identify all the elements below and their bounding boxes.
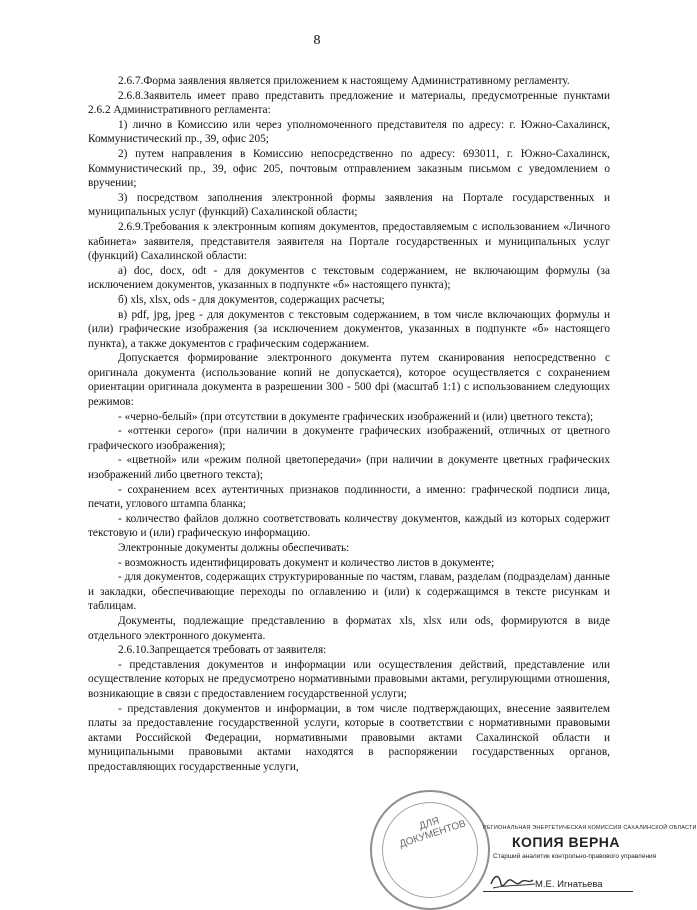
paragraph: - сохранением всех аутентичных признаков подлинности, а именно: графической подписи лица, печати, углового штампа бланка; — [88, 483, 610, 511]
signature-line — [483, 891, 633, 892]
paragraph: в) pdf, jpg, jpeg - для документов с текстовым содержанием, в том числе включающих формулы и (или) графические изображения (за исключением документов, указанных в подпункте «б» настоящего пункта), а также документов с графическим содержанием. — [88, 308, 610, 350]
paragraph: - «цветной» или «режим полной цветопередачи» (при наличии в документе цветных графических изображений либо цветного текста); — [88, 454, 610, 482]
signature-icon — [489, 870, 539, 892]
paragraph: Электронные документы должны обеспечивать: — [118, 542, 350, 554]
paragraph: 1) лично в Комиссию или через уполномоченного представителя по адресу: г. Южно-Сахалинск, Коммунистический пр., 39, офис 205; — [88, 118, 610, 146]
paragraph: 3) посредством заполнения электронной формы заявления на Портале государственных и муниципальных услуг (функций) Сахалинской области; — [88, 191, 610, 219]
paragraph: а) doc, docx, odt - для документов с текстовым содержанием, не включающим формулы (за исключением документов, указанных в подпункте «б» настоящего пункта); — [88, 264, 610, 292]
stamp-position: Старший аналитик контрольно-правового управления — [493, 853, 657, 860]
round-seal — [370, 790, 490, 910]
paragraph: б) xls, xlsx, ods - для документов, содержащих расчеты; — [118, 293, 385, 306]
paragraph: 2.6.7.Форма заявления является приложением к настоящему Административному регламенту. — [118, 75, 570, 87]
paragraph: 2.6.9.Требования к электронным копиям документов, предоставляемым с использованием «Личного кабинета» заявителя, представителя заявителя на Портале государственных и муниципальных услуг (функций) Сахалинской области: — [88, 220, 610, 263]
paragraph: - «черно-белый» (при отсутствии в документе графических изображений и (или) цветного текста); — [118, 410, 594, 423]
paragraph: 2.6.8.Заявитель имеет право представить предложение и материалы, предусмотренные пунктами 2.6.2 Административного регламента: — [88, 89, 610, 117]
paragraph: 2.6.10.Запрещается требовать от заявителя: — [118, 644, 327, 657]
page-number: 8 — [313, 33, 321, 48]
paragraph: 2) путем направления в Комиссию непосредственно по адресу: 693011, г. Южно-Сахалинск, Коммунистический пр., 39, офис 205, почтовым отправлением заказным письмом с уведомлением о вручении; — [88, 147, 610, 190]
paragraph: Документы, подлежащие представлению в форматах xls, xlsx или ods, формируются в виде отдельного электронного документа. — [88, 614, 610, 642]
paragraph: - представления документов и информации или осуществления действий, представление или осуществление которых не предусмотрено нормативными правовыми актами, регулирующими отношения, возникающие в связи с предоставлением государственной услуги; — [88, 658, 610, 700]
paragraph: - «оттенки серого» (при наличии в документе графических изображений, отличных от цветного графического изображения); — [88, 425, 610, 452]
paragraph: - для документов, содержащих структурированные по частям, главам, разделам (подразделам) данные и закладки, обеспечивающие переходы по оглавлению и (или) к содержащимся в тексте рисункам и таблицам. — [88, 571, 610, 613]
stamp-signer-name: М.Е. Игнатьева — [535, 879, 603, 890]
stamp-title: КОПИЯ ВЕРНА — [512, 834, 621, 850]
copy-certified-stamp — [475, 825, 697, 900]
paragraph: - количество файлов должно соответствовать количеству документов, каждый из которых содержит текстовую и (или) графическую информацию. — [88, 512, 610, 540]
stamp-organization: РЕГИОНАЛЬНАЯ ЭНЕРГЕТИЧЕСКАЯ КОМИССИЯ САХАЛИНСКОЙ ОБЛАСТИ — [483, 825, 697, 831]
paragraph: Допускается формирование электронного документа путем сканирования непосредственно с оригинала документа (использование копий не допускается), которое осуществляется с сохранением ориентации оригинала документа в разрешении 300 - 500 dpi (масштаб 1:1) с использованием следующих режимов: — [88, 352, 610, 409]
paragraph: - представления документов и информации, в том числе подтверждающих, внесение заявителем платы за предоставление государственной услуги, которые в соответствии с нормативными правовыми актами Российской Федерации, нормативными правовыми актами Сахалинской области и муниципальными правовыми актами находятся в распоряжении государственных органов, предоставляющих государственные услуги, — [88, 702, 610, 773]
paragraph: - возможность идентифицировать документ и количество листов в документе; — [118, 556, 495, 569]
round-seal-text: ДЛЯ ДОКУМЕНТОВ — [398, 815, 468, 851]
document-body — [88, 74, 610, 775]
